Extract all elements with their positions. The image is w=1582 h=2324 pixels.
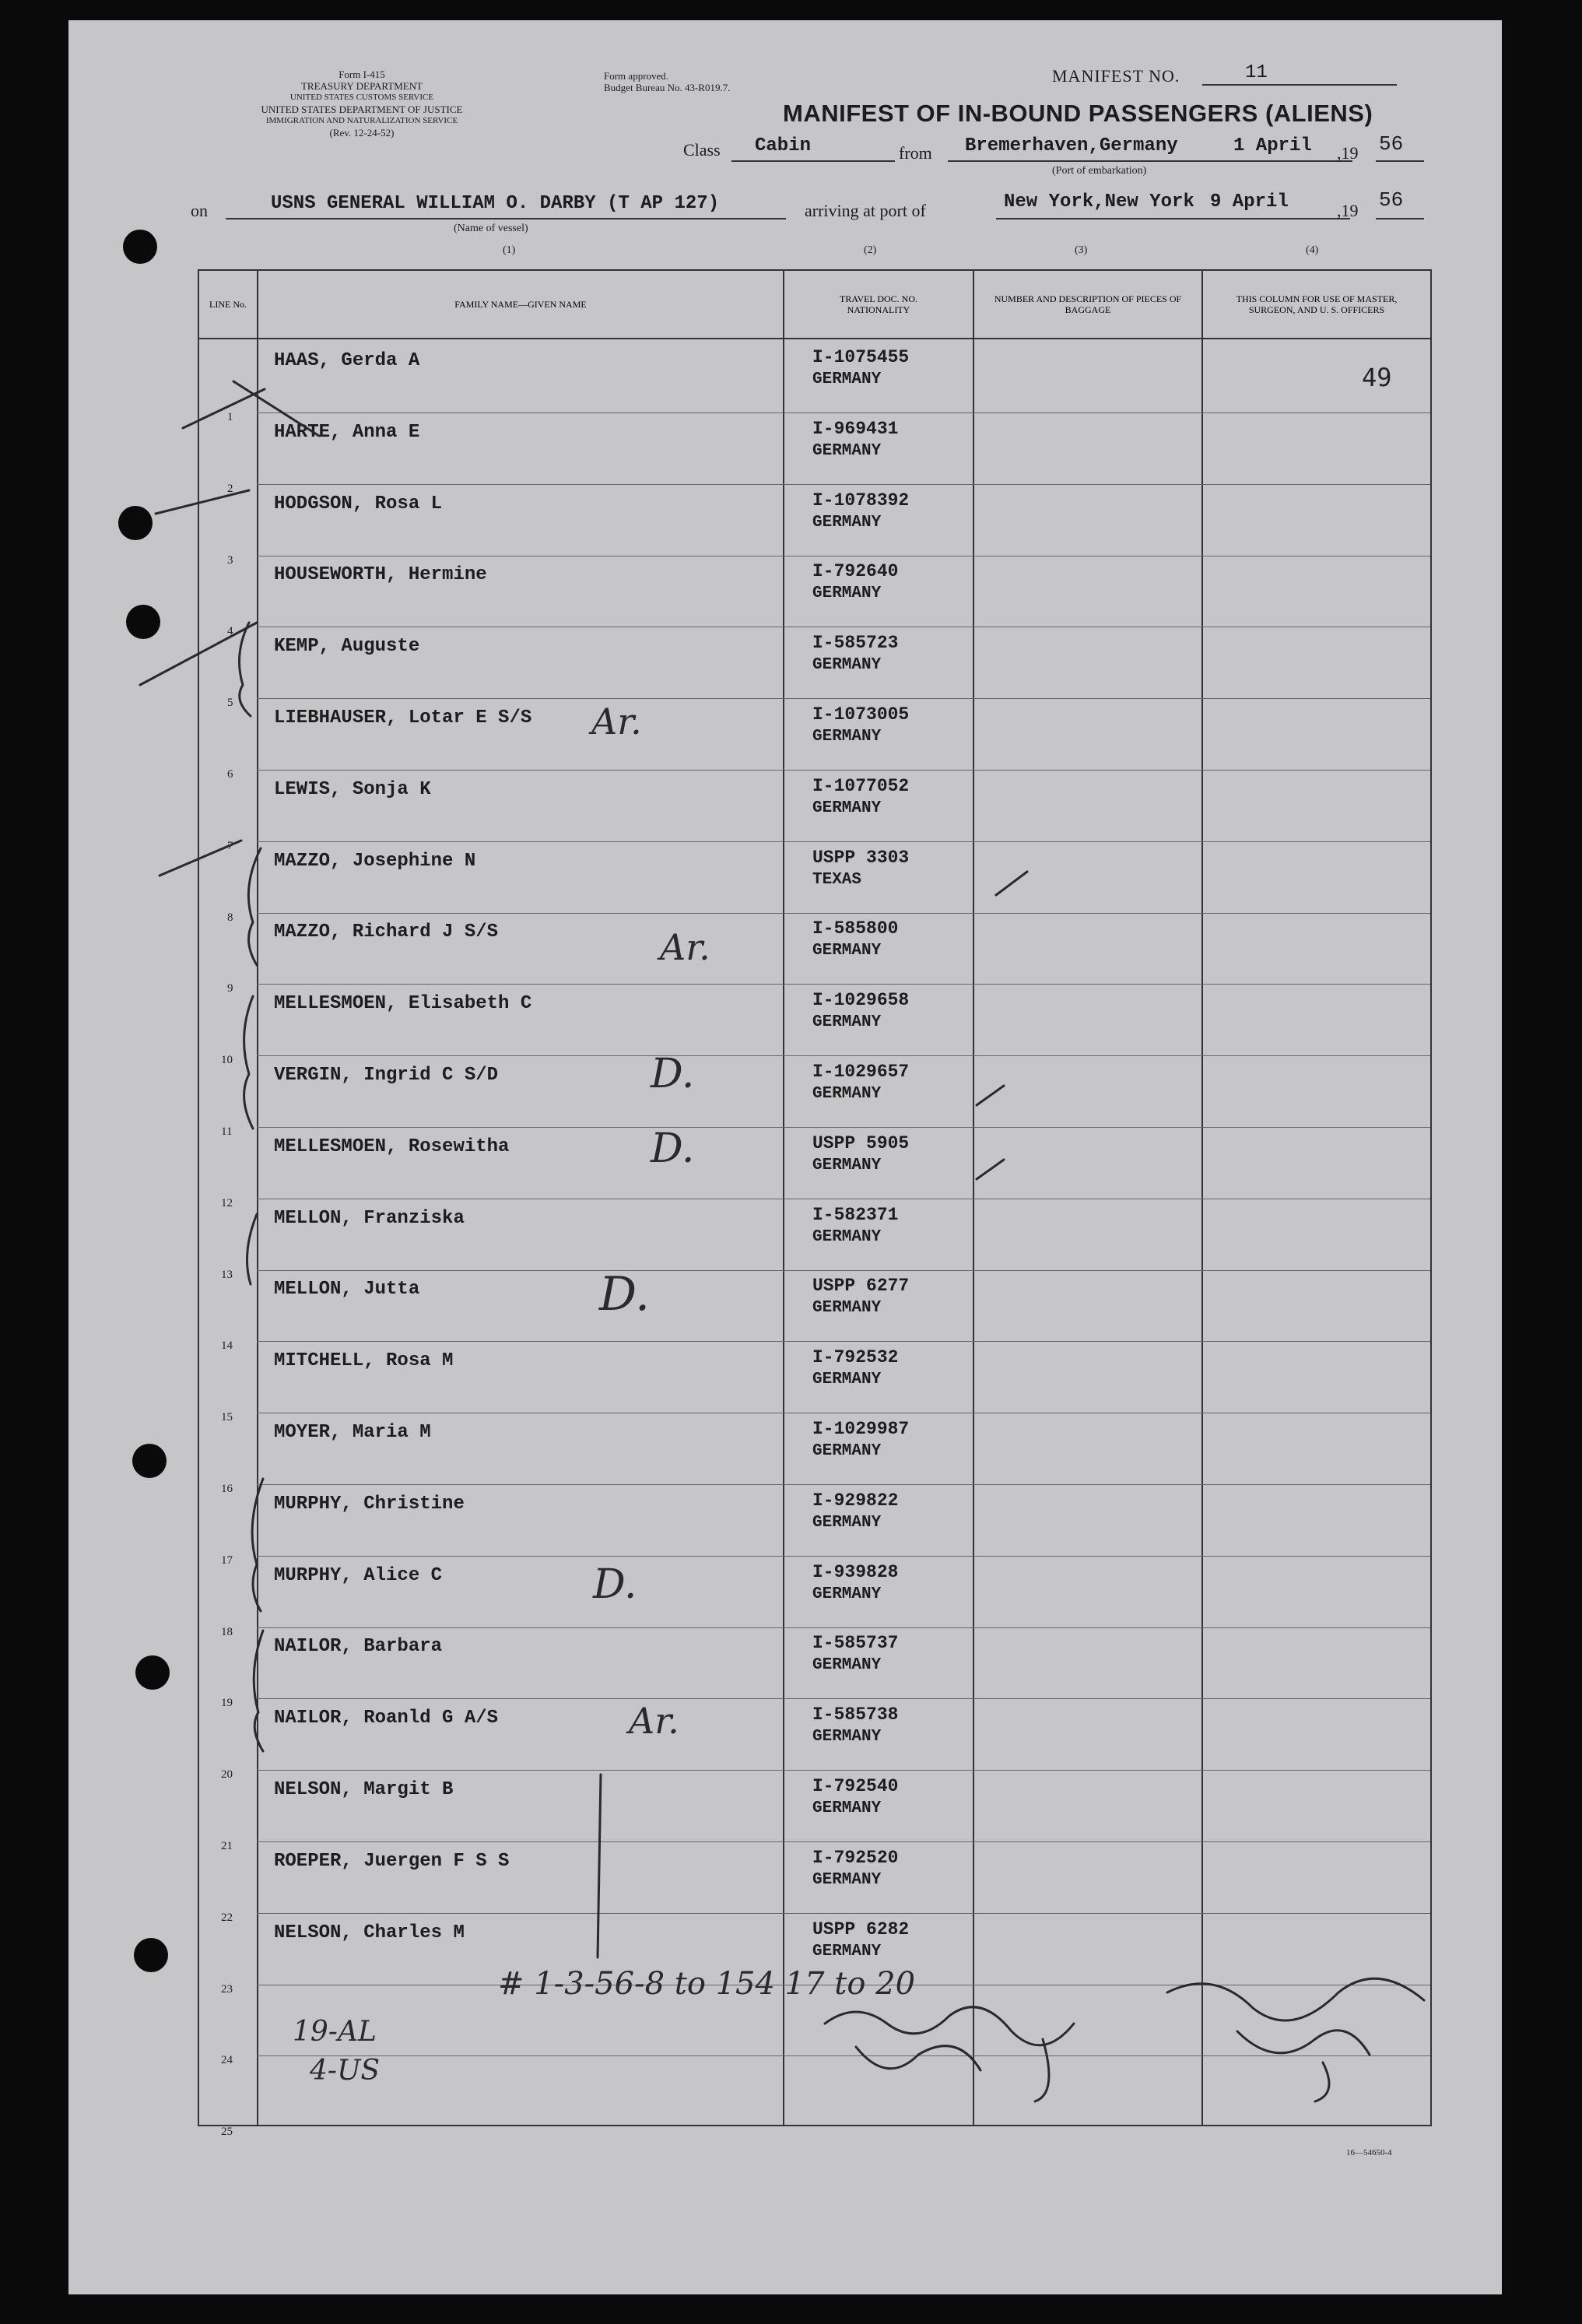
line-number: 6 <box>227 768 233 781</box>
nationality: GERMANY <box>812 942 882 960</box>
travel-doc-number: I-929822 <box>812 1490 899 1511</box>
nationality: GERMANY <box>812 1156 882 1174</box>
form-revision: (Rev. 12-24-52) <box>329 127 395 139</box>
line-number: 14 <box>221 1339 233 1353</box>
travel-doc-number: I-969431 <box>812 418 899 439</box>
from-label: from <box>899 143 932 163</box>
travel-doc-number: I-585737 <box>812 1633 899 1654</box>
year-prefix-2: ,19 <box>1337 201 1359 220</box>
nationality: GERMANY <box>812 1728 882 1747</box>
line-number: 10 <box>221 1054 233 1067</box>
nationality: GERMANY <box>812 1227 882 1246</box>
on-label: on <box>191 201 208 220</box>
travel-doc-number: I-582371 <box>812 1204 899 1225</box>
travel-doc-number: I-1029987 <box>812 1419 910 1439</box>
passenger-name: KEMP, Auguste <box>274 636 420 658</box>
col-3-number: (3) <box>1075 244 1088 256</box>
col-2-number: (2) <box>864 244 877 256</box>
passenger-name: MURPHY, Christine <box>274 1493 465 1515</box>
travel-doc-number: I-1075455 <box>812 347 910 367</box>
initial-mark: D. <box>651 1051 695 1097</box>
nationality: GERMANY <box>812 1371 882 1389</box>
initial-mark: Ar. <box>629 1700 679 1742</box>
nationality: GERMANY <box>812 1656 882 1675</box>
line-number: 25 <box>221 2126 233 2139</box>
travel-doc-number: USPP 3303 <box>812 847 910 868</box>
col-1-number: (1) <box>503 244 516 256</box>
travel-doc-number: I-1073005 <box>812 704 910 725</box>
header-baggage: NUMBER AND DESCRIPTION OF PIECES OF BAGGAGE <box>973 270 1202 339</box>
header-line-no: LINE No. <box>198 270 258 339</box>
manifest-no: 11 <box>1245 62 1268 83</box>
nationality: GERMANY <box>812 1870 882 1889</box>
passenger-name: HARTE, Anna E <box>274 421 420 443</box>
ins-service: IMMIGRATION AND NATURALIZATION SERVICE <box>265 116 458 125</box>
travel-doc-number: I-792540 <box>812 1776 899 1796</box>
line-number: 8 <box>227 911 233 924</box>
nationality: TEXAS <box>812 870 862 889</box>
travel-doc-number: I-1078392 <box>812 490 910 511</box>
nationality: GERMANY <box>812 1942 882 1961</box>
nationality: GERMANY <box>812 1799 882 1817</box>
passenger-name: MELLESMOEN, Elisabeth C <box>274 993 532 1015</box>
budget-bureau: Budget Bureau No. 43-R019.7. <box>604 82 731 93</box>
travel-doc-number: I-792640 <box>812 561 899 582</box>
travel-doc-number: I-792520 <box>812 1847 899 1868</box>
form-number: Form I-415 <box>338 68 385 80</box>
year-prefix: ,19 <box>1337 143 1359 163</box>
passenger-name: MURPHY, Alice C <box>274 1564 443 1586</box>
nationality: GERMANY <box>812 585 882 603</box>
passenger-name: LIEBHAUSER, Lotar E S/S <box>274 707 532 728</box>
page-title: MANIFEST OF IN-BOUND PASSENGERS (ALIENS) <box>783 100 1373 127</box>
passenger-name: MELLESMOEN, Rosewitha <box>274 1136 510 1157</box>
line-number: 5 <box>227 697 233 710</box>
line-number: 1 <box>227 411 233 423</box>
passenger-name: NELSON, Margit B <box>274 1779 454 1800</box>
travel-doc-number: I-585800 <box>812 918 899 939</box>
line-number: 24 <box>221 2054 233 2067</box>
line-number: 4 <box>227 625 233 638</box>
travel-doc-number: I-585723 <box>812 633 899 654</box>
line-number: 16 <box>221 1483 233 1495</box>
passenger-name: VERGIN, Ingrid C S/D <box>274 1065 499 1086</box>
travel-doc-number: I-585738 <box>812 1704 899 1725</box>
initial-mark: D. <box>651 1125 695 1172</box>
treasury-dept: TREASURY DEPARTMENT <box>300 80 423 92</box>
travel-doc-number: I-1077052 <box>812 775 910 796</box>
arrival-port: New York,New York <box>1004 191 1194 212</box>
passenger-name: ROEPER, Juergen F S S <box>274 1850 510 1872</box>
travel-doc-number: I-939828 <box>812 1561 899 1582</box>
line-number: 11 <box>221 1125 233 1138</box>
embark-date: 1 April <box>1233 135 1312 156</box>
embark-port: Bremerhaven,Germany <box>965 135 1178 156</box>
arrival-date: 9 April <box>1210 191 1289 212</box>
initial-mark: D. <box>593 1561 637 1608</box>
initial-mark: Ar. <box>591 700 642 742</box>
nationality: GERMANY <box>812 1299 882 1318</box>
passenger-name: HOUSEWORTH, Hermine <box>274 564 487 586</box>
line-number: 9 <box>227 982 233 995</box>
line-number: 19 <box>221 1697 233 1710</box>
line-number: 7 <box>227 839 233 852</box>
nationality: GERMANY <box>812 1442 882 1460</box>
passenger-name: MITCHELL, Rosa M <box>274 1350 454 1372</box>
header-officers: THIS COLUMN FOR USE OF MASTER, SURGEON, AND U. S. OFFICERS <box>1202 270 1431 339</box>
line-number: 3 <box>227 553 233 567</box>
travel-doc-number: I-1029658 <box>812 990 910 1011</box>
passenger-name: HODGSON, Rosa L <box>274 493 443 514</box>
travel-doc-number: USPP 5905 <box>812 1132 910 1153</box>
vessel-name: USNS GENERAL WILLIAM O. DARBY (T AP 127) <box>271 193 720 214</box>
nationality: GERMANY <box>812 728 882 746</box>
class-label: Class <box>683 140 721 160</box>
passenger-name: MELLON, Jutta <box>274 1279 420 1301</box>
passenger-name: MAZZO, Richard J S/S <box>274 922 499 943</box>
passenger-name: NELSON, Charles M <box>274 1922 465 1943</box>
nationality: GERMANY <box>812 370 882 388</box>
nationality: GERMANY <box>812 799 882 817</box>
line-number: 20 <box>221 1768 233 1782</box>
line-number: 13 <box>221 1268 233 1281</box>
col-4-number: (4) <box>1306 244 1319 256</box>
vessel-caption: (Name of vessel) <box>454 223 528 234</box>
officers-note: 49 <box>1362 363 1392 392</box>
arriving-label: arriving at port of <box>805 201 926 220</box>
initial-mark: Ar. <box>660 926 710 968</box>
nationality: GERMANY <box>812 1513 882 1532</box>
travel-doc-number: I-1029657 <box>812 1062 910 1082</box>
nationality: GERMANY <box>812 1085 882 1103</box>
passenger-name: LEWIS, Sonja K <box>274 778 431 800</box>
line-number: 21 <box>221 1840 233 1852</box>
nationality: GERMANY <box>812 441 882 460</box>
embark-year: 56 <box>1379 132 1404 156</box>
handwritten-total: # 1-3-56-8 to 154 17 to 20 <box>498 1966 916 2002</box>
travel-doc-number: USPP 6277 <box>812 1276 910 1297</box>
justice-dept: UNITED STATES DEPARTMENT OF JUSTICE <box>261 104 463 115</box>
nationality: GERMANY <box>812 656 882 675</box>
line-number: 18 <box>221 1625 233 1638</box>
passenger-name: NAILOR, Barbara <box>274 1636 443 1658</box>
class-value: Cabin <box>755 135 812 156</box>
travel-doc-number: I-792532 <box>812 1347 899 1368</box>
footer-form-code: 16—54650-4 <box>1346 2148 1392 2157</box>
handwritten-count-us: 4-US <box>310 2055 381 2087</box>
passenger-name: MAZZO, Josephine N <box>274 850 476 872</box>
header-travel-doc: TRAVEL DOC. NO. NATIONALITY <box>784 270 973 339</box>
passenger-name: MELLON, Franziska <box>274 1207 465 1229</box>
line-number: 22 <box>221 1911 233 1924</box>
line-number: 23 <box>221 1982 233 1996</box>
header-name: FAMILY NAME—GIVEN NAME <box>258 270 784 339</box>
line-number: 12 <box>221 1196 233 1209</box>
nationality: GERMANY <box>812 1585 882 1603</box>
customs-service: UNITED STATES CUSTOMS SERVICE <box>289 93 434 102</box>
line-number: 17 <box>221 1553 233 1567</box>
manifest-no-label: MANIFEST NO. <box>1052 66 1180 86</box>
initial-mark: D. <box>599 1267 651 1322</box>
passenger-name: MOYER, Maria M <box>274 1422 431 1443</box>
form-approved: Form approved. <box>604 70 669 82</box>
handwritten-count-al: 19-AL <box>293 2016 377 2048</box>
passenger-name: HAAS, Gerda A <box>274 350 420 371</box>
line-number: 2 <box>227 482 233 495</box>
passenger-name: NAILOR, Roanld G A/S <box>274 1708 499 1729</box>
nationality: GERMANY <box>812 513 882 532</box>
travel-doc-number: USPP 6282 <box>812 1919 910 1940</box>
nationality: GERMANY <box>812 1013 882 1032</box>
line-number: 15 <box>221 1411 233 1424</box>
arrival-year: 56 <box>1379 188 1404 212</box>
port-caption: (Port of embarkation) <box>1052 165 1147 177</box>
